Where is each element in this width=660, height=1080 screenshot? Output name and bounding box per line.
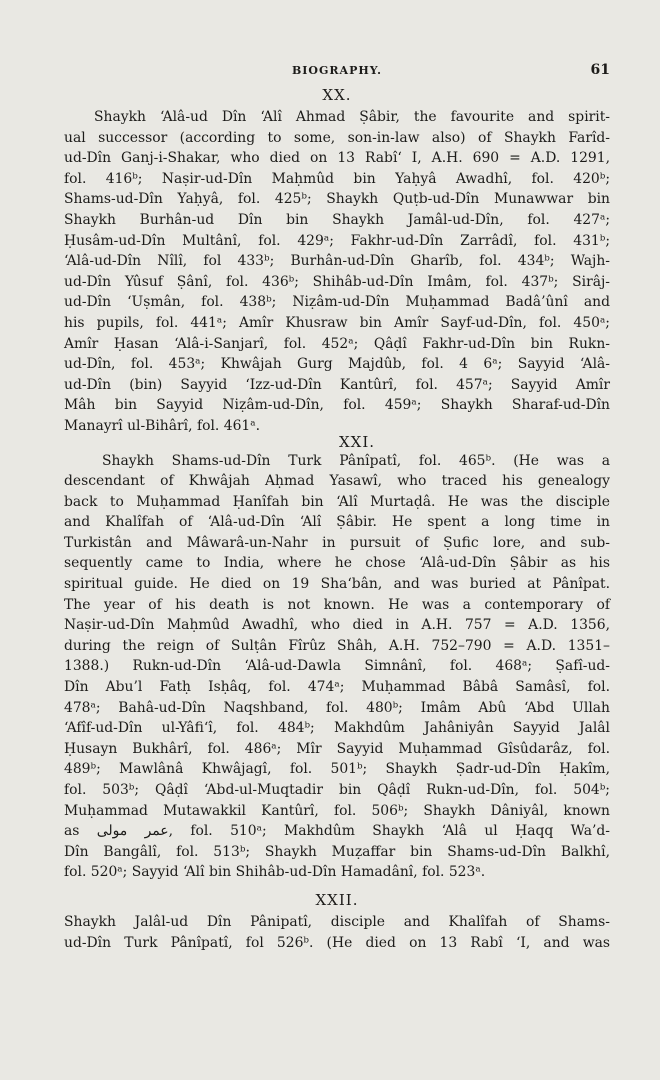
text-line: Ḥusayn Bukhârî, fol. 486ᵃ; Mîr Sayyid Muḥammad Gîsûdarâz, fol.: [64, 740, 610, 757]
text-line: Turkistân and Mâwarâ-un-Nahr in pursuit of Ṣufic lore, and sub-: [64, 534, 610, 551]
text-line: Shaykh Burhân-ud Dîn bin Shaykh Jamâl-ud-Dîn, fol. 427ᵃ;: [64, 211, 610, 228]
text-line: fol. 503ᵇ; Qâḍî ‘Abd-ul-Muqtadir bin Qâḍî Rukn-ud-Dîn, fol. 504ᵇ;: [64, 782, 610, 798]
text-line: Muḥammad Mutawakkil Kantûrî, fol. 506ᵇ; Shaykh Dâniyâl, known: [64, 802, 610, 819]
text-line: ual successor (according to some, son-in-law also) of Shaykh Farîd-: [64, 129, 610, 146]
text-line: ud-Dîn ‘Uṣmân, fol. 438ᵇ; Niẓâm-ud-Dîn Muḥammad Badâ’ûnî and: [64, 294, 610, 311]
text-line: his pupils, fol. 441ᵃ; Amîr Khusraw bin Amîr Sayf-ud-Dîn, fol. 450ᵃ;: [64, 314, 610, 331]
text-line: 489ᵇ; Mawlânâ Khwâjagî, fol. 501ᵇ; Shaykh Ṣadr-ud-Dîn Ḥakîm,: [64, 761, 610, 778]
text-line: during the reign of Sulṭân Fîrûz Shâh, A.H. 752–790 = A.D. 1351–: [64, 637, 610, 654]
text-line: ud-Dîn Yûsuf Ṣânî, fol. 436ᵇ; Shihâb-ud-Dîn Imâm, fol. 437ᵇ; Sirâj-: [64, 273, 610, 290]
text-line: Ḥusâm-ud-Dîn Multânî, fol. 429ᵃ; Fakhr-ud-Dîn Zarrâdî, fol. 431ᵇ;: [64, 232, 610, 249]
text-line: Dîn Bangâlî, fol. 513ᵇ; Shaykh Muẓaffar bin Shams-ud-Dîn Balkhî,: [64, 843, 610, 860]
text-line: Manayrî ul-Bihârî, fol. 461ᵃ.: [64, 417, 261, 434]
section-xxii-paragraph: [64, 912, 610, 953]
section-heading-xxii: XXII.: [315, 890, 359, 909]
section-xx-paragraph: [64, 107, 610, 437]
text-line: ‘Alâ-ud-Dîn Nîlî, fol 433ᵇ; Burhân-ud-Dîn Gharîb, fol. 434ᵇ; Wajh-: [64, 253, 610, 270]
text-line: Mâh bin Sayyid Niẓâm-ud-Dîn, fol. 459ᵃ; Shaykh Sharaf-ud-Dîn: [64, 397, 610, 414]
text-line: Shams-ud-Dîn Yaḥyâ, fol. 425ᵇ; Shaykh Quṭb-ud-Dîn Munawwar bin: [64, 191, 610, 208]
text-line: Shaykh Shams-ud-Dîn Turk Pânîpatî, fol. 465ᵇ. (He was a: [102, 452, 610, 469]
text-line: 1388.) Rukn-ud-Dîn ‘Alâ-ud-Dawla Simnânî, fol. 468ᵃ; Ṣafî-ud-: [64, 658, 610, 675]
text-line: sequently came to India, where he chose ‘Alâ-ud-Dîn Ṣâbir as his: [64, 555, 610, 572]
section-heading-xx: XX.: [322, 86, 352, 104]
text-line: descendant of Khwâjah Aḥmad Yasawî, who traced his genealogy: [64, 473, 610, 490]
text-line: fol. 416ᵇ; Naṣir-ud-Dîn Maḥmûd bin Yaḥyâ Awadhî, fol. 420ᵇ;: [64, 170, 610, 187]
text-line: ud-Dîn Ganj-i-Shakar, who died on 13 Rabî‘ I, A.H. 690 = A.D. 1291,: [64, 150, 610, 167]
text-line: ud-Dîn, fol. 453ᵃ; Khwâjah Gurg Majdûb, fol. 4 6ᵃ; Sayyid ‘Alâ-: [64, 356, 610, 373]
text-line: as عمر مولى, fol. 510ᵃ; Makhdûm Shaykh ‘Alâ ul Ḥaqq Wa’d-: [64, 823, 610, 840]
text-line: Amîr Ḥasan ‘Alâ-i-Sanjarî, fol. 452ᵃ; Qâḍî Fakhr-ud-Dîn bin Rukn-: [64, 335, 610, 352]
text-line: ud-Dîn (bin) Sayyid ‘Izz-ud-Dîn Kantûrî, fol. 457ᵃ; Sayyid Amîr: [64, 376, 610, 393]
text-line: Dîn Abu’l Fatḥ Isḥâq, fol. 474ᵃ; Muḥammad Bâbâ Samâsî, fol.: [64, 679, 610, 696]
text-line: fol. 520ᵃ; Sayyid ‘Alî bin Shihâb-ud-Dîn Hamadânî, fol. 523ᵃ.: [64, 864, 486, 881]
text-line: spiritual guide. He died on 19 Sha‘bân, and was buried at Pânîpat.: [64, 576, 610, 593]
text-line: Shaykh ‘Alâ-ud Dîn ‘Alî Ahmad Ṣâbir, the favourite and spirit-: [94, 109, 610, 125]
text-line: ud-Dîn Turk Pânîpatî, fol 526ᵇ. (He died on 13 Rabî ‘I, and was: [64, 934, 610, 951]
text-line: ‘Afîf-ud-Dîn ul-Yâfi‘î, fol. 484ᵇ; Makhdûm Jahâniyân Sayyid Jalâl: [64, 720, 610, 737]
running-title: BIOGRAPHY.: [291, 64, 383, 77]
text-line: 478ᵃ; Bahâ-ud-Dîn Naqshband, fol. 480ᵇ; Imâm Abû ‘Abd Ullah: [64, 699, 610, 716]
running-header: [64, 64, 610, 84]
text-line: Naṣir-ud-Dîn Maḥmûd Awadhî, who died in A.H. 757 = A.D. 1356,: [64, 617, 610, 634]
text-line: The year of his death is not known. He was a contemporary of: [64, 596, 610, 613]
text-line: Shaykh Jalâl-ud Dîn Pânipatî, disciple and Khalîfah of Shams-: [64, 913, 610, 930]
text-line: back to Muḥammad Ḥanîfah bin ‘Alî Murtaḍâ. He was the disciple: [64, 493, 610, 510]
section-xxi-paragraph: [64, 451, 610, 883]
page-number: 61: [590, 62, 610, 78]
section-heading-xxi: XXI.: [338, 432, 376, 451]
text-line: and Khalîfah of ‘Alâ-ud-Dîn ‘Alî Ṣâbir. He spent a long time in: [64, 514, 610, 531]
